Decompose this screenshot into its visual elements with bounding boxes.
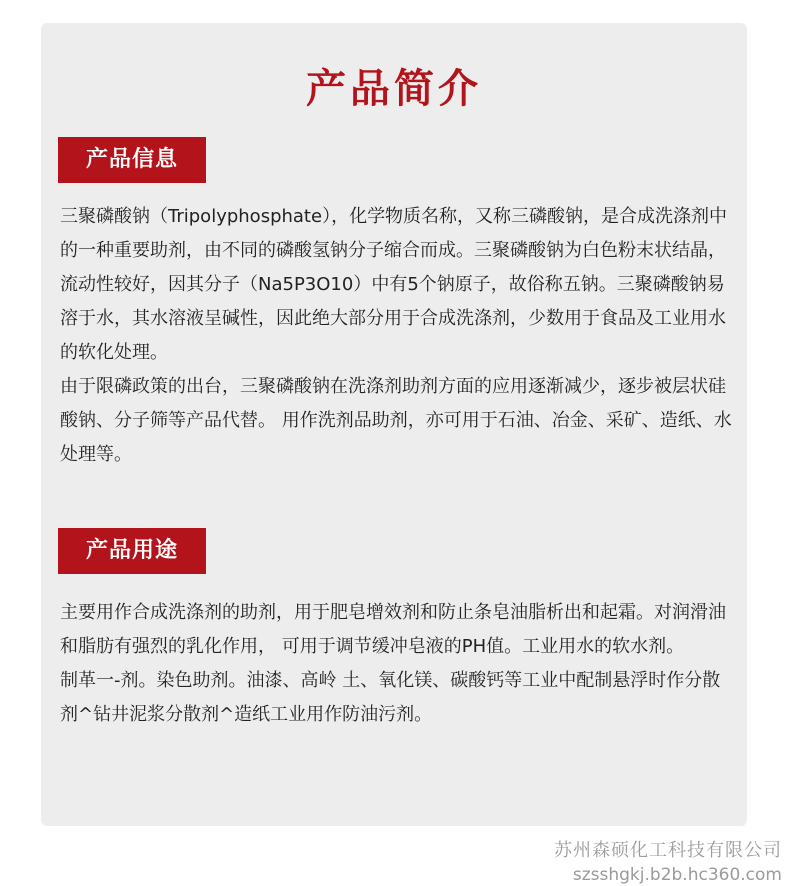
paragraph: 制革一-剂。染色助剂。油漆、高岭 土、氧化镁、碳酸钙等工业中配制悬浮时作分散剂^钻井泥浆分散剂^造纸工业用作防油污剂。 <box>60 670 721 725</box>
section-body-product-info <box>60 200 736 472</box>
section-body-product-usage <box>60 596 736 732</box>
watermark-company-name: 苏州森硕化工科技有限公司 <box>554 840 782 861</box>
product-intro-card <box>41 23 747 826</box>
watermark-url: szsshgkj.b2b.hc360.com <box>572 865 782 885</box>
paragraph: 主要用作合成洗涤剂的助剂，用于肥皂增效剂和防止条皂油脂析出和起霜。对润滑油和脂肪有强烈的乳化作用， 可用于调节缓冲皂液的PH值。工业用水的软水剂。 <box>60 602 726 657</box>
section-heading-product-usage: 产品用途 <box>58 528 206 574</box>
page-title: 产品简介 <box>306 66 482 112</box>
paragraph: 由于限磷政策的出台，三聚磷酸钠在洗涤剂助剂方面的应用逐渐减少，逐步被层状硅酸钠、分子筛等产品代替。 用作洗剂品助剂，亦可用于石油、冶金、采矿、造纸、水处理等。 <box>60 376 732 465</box>
section-heading-product-info: 产品信息 <box>58 137 206 183</box>
paragraph: 三聚磷酸钠（Tripolyphosphate），化学物质名称，又称三磷酸钠，是合成洗涤剂中的一种重要助剂，由不同的磷酸氢钠分子缩合而成。三聚磷酸钠为白色粉末状结晶，流动性较好，因其分子（Na5P3O10）中有5个钠原子，故俗称五钠。三聚磷酸钠易溶于水，其水溶液呈碱性，因此绝大部分用于合成洗涤剂，少数用于食品及工业用水的软化处理。 <box>60 206 728 363</box>
